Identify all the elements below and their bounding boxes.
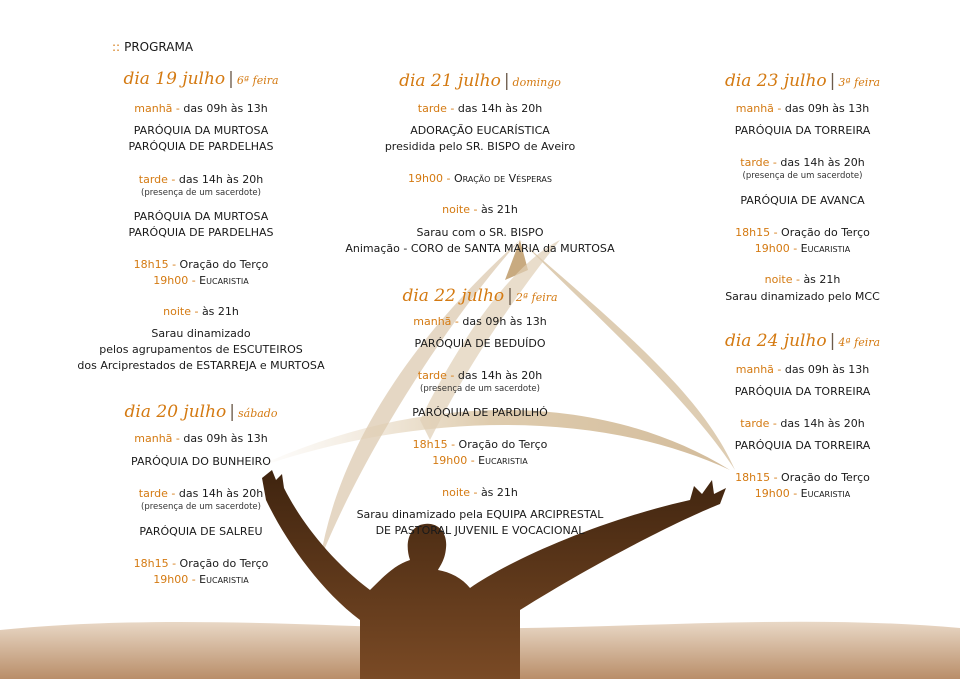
day-24-tarde-lines: PARÓQUIA DA TORREIRA bbox=[734, 439, 871, 452]
day-21-block bbox=[320, 70, 640, 94]
day-24-tarde: tarde - das 14h às 20h bbox=[740, 417, 865, 430]
day-23-terco: 18h15 - Oração do Terço 19h00 - Eucaristia bbox=[735, 226, 870, 255]
day-23-noite: noite - às 21h bbox=[764, 273, 841, 286]
header-title: PROGRAMA bbox=[124, 40, 194, 54]
day-20-tarde: tarde - das 14h às 20h (presença de um sacerdote) bbox=[138, 487, 264, 512]
day-21-title: dia 21 julho | domingo bbox=[399, 71, 561, 91]
day-23-noite-lines: Sarau dinamizado pelo MCC bbox=[725, 290, 880, 303]
day-22-manha: manhã - das 09h às 13h bbox=[413, 315, 547, 328]
day-23-tarde: tarde - das 14h às 20h (presença de um sacerdote) bbox=[740, 156, 865, 181]
day-23-title: dia 23 julho | 3ª feira bbox=[724, 71, 881, 91]
day-22-tarde: tarde - das 14h às 20h (presença de um sacerdote) bbox=[417, 369, 543, 394]
day-22-noite: noite - às 21h bbox=[442, 486, 518, 499]
day-20-manha-lines: PARÓQUIA DO BUNHEIRO bbox=[131, 455, 271, 468]
day-19-manha: manhã - das 09h às 13h bbox=[134, 102, 268, 115]
day-19-terco: 18h15 - Oração do Terço 19h00 - Eucaristia bbox=[133, 258, 269, 287]
day-21-vesperas: 19h00 - Oração de Vésperas bbox=[408, 172, 552, 185]
day-20-tarde-lines: PARÓQUIA DE SALREU bbox=[139, 525, 263, 538]
day-20-block bbox=[36, 401, 366, 425]
day-21-tarde-lines: ADORAÇÃO EUCARÍSTICA presidida pelo SR. BISPO de Aveiro bbox=[384, 124, 576, 153]
day-24-block bbox=[680, 330, 925, 354]
day-20-manha: manhã - das 09h às 13h bbox=[134, 432, 268, 445]
header-prefix: :: bbox=[112, 40, 121, 54]
day-21-tarde: tarde - das 14h às 20h bbox=[417, 102, 543, 115]
day-19-manha-lines: PARÓQUIA DA MURTOSA PARÓQUIA DE PARDELHAS bbox=[128, 124, 274, 153]
day-19-block bbox=[36, 68, 366, 92]
day-23-tarde-lines: PARÓQUIA DE AVANCA bbox=[740, 194, 865, 207]
day-24-manha-lines: PARÓQUIA DA TORREIRA bbox=[734, 385, 871, 398]
day-19-noite: noite - às 21h bbox=[163, 305, 239, 318]
day-24-terco: 18h15 - Oração do Terço 19h00 - Eucaristia bbox=[735, 471, 870, 500]
day-20-terco: 18h15 - Oração do Terço 19h00 - Eucaristia bbox=[133, 557, 269, 586]
day-19-title: dia 19 julho | 6ª feira bbox=[123, 69, 279, 89]
day-24-title: dia 24 julho | 4ª feira bbox=[724, 331, 881, 351]
day-22-block bbox=[320, 285, 640, 309]
day-19-tarde: tarde - das 14h às 20h (presença de um sacerdote) bbox=[138, 173, 264, 198]
day-21-noite: noite - às 21h bbox=[442, 203, 518, 216]
day-20-title: dia 20 julho | sábado bbox=[124, 402, 278, 422]
day-19-tarde-lines: PARÓQUIA DA MURTOSA PARÓQUIA DE PARDELHAS bbox=[128, 210, 274, 239]
day-23-manha-lines: PARÓQUIA DA TORREIRA bbox=[734, 124, 871, 137]
day-23-block bbox=[680, 70, 925, 94]
day-19-noite-lines: Sarau dinamizado pelos agrupamentos de ESCUTEIROS dos Arciprestados de ESTARREJA e MURTOSA bbox=[77, 327, 325, 372]
day-22-tarde-lines: PARÓQUIA DE PARDILHÓ bbox=[412, 406, 548, 419]
day-22-terco: 18h15 - Oração do Terço 19h00 - Eucaristia bbox=[412, 438, 548, 467]
day-22-noite-lines: Sarau dinamizado pela EQUIPA ARCIPRESTAL DE PASTORAL JUVENIL E VOCACIONAL bbox=[356, 508, 604, 537]
day-23-manha: manhã - das 09h às 13h bbox=[735, 102, 870, 115]
day-22-title: dia 22 julho | 2ª feira bbox=[402, 286, 558, 306]
day-21-noite-lines: Sarau com o SR. BISPO Animação - CORO de SANTA MARIA da MURTOSA bbox=[345, 226, 615, 255]
program-header bbox=[112, 40, 193, 54]
day-24-manha: manhã - das 09h às 13h bbox=[735, 363, 870, 376]
day-22-manha-lines: PARÓQUIA DE BEDUÍDO bbox=[414, 337, 546, 350]
